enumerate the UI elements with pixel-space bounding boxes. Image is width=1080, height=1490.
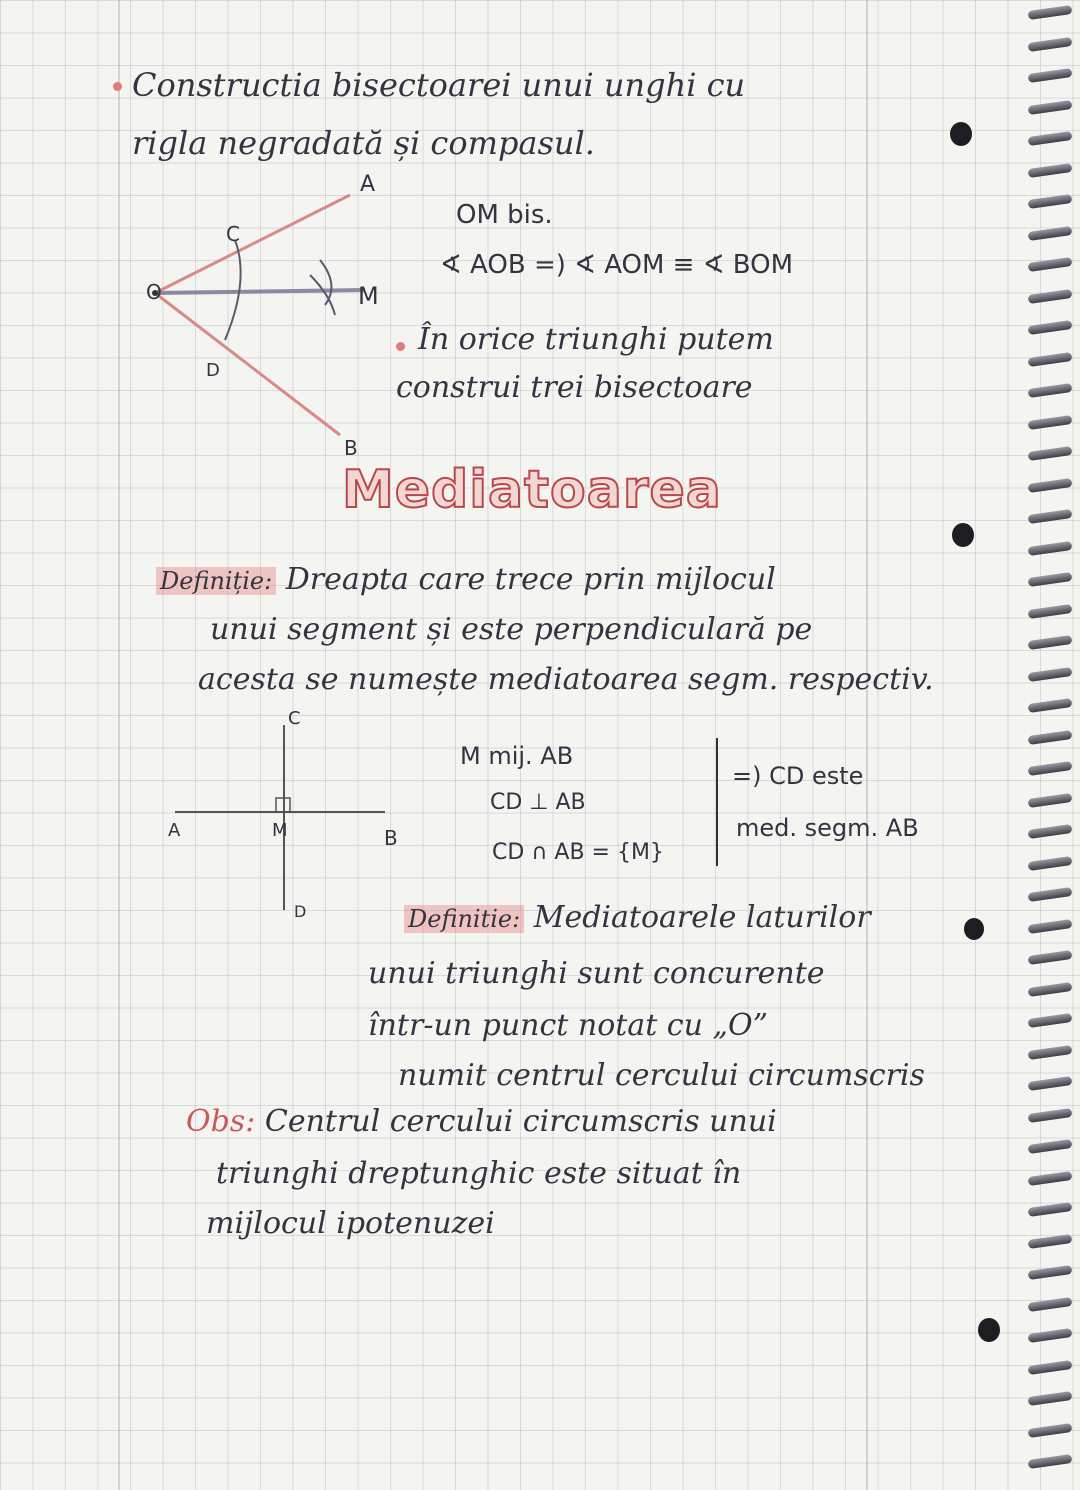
spiral-coil [1028, 1139, 1073, 1154]
spiral-coil [1028, 761, 1073, 776]
spiral-coil [1028, 540, 1073, 555]
spiral-coil [1028, 1422, 1073, 1437]
definition1-line2: unui segment și este perpendiculară pe [210, 612, 813, 647]
label-m2: M [272, 820, 288, 841]
definition1-line3: acesta se numește mediatoarea segm. respectiv. [198, 662, 934, 697]
spiral-coil [1028, 351, 1073, 366]
label-c2: C [288, 708, 301, 729]
definition1-label: Definiție: [156, 567, 276, 595]
spiral-coil [1028, 414, 1073, 429]
label-o: O [146, 280, 162, 304]
spiral-coil [1028, 698, 1073, 713]
spiral-binding [1024, 0, 1080, 1490]
spiral-coil [1028, 1202, 1073, 1217]
spiral-coil [1028, 887, 1073, 902]
spiral-coil [1028, 1076, 1073, 1091]
spiral-coil [1028, 1296, 1073, 1311]
spiral-coil [1028, 257, 1073, 272]
spiral-coil [1028, 1170, 1073, 1185]
definition2-line3: într-un punct notat cu „O” [368, 1008, 768, 1043]
spiral-coil [1028, 1013, 1073, 1028]
triangle-note-line1: În orice triunghi putem [418, 322, 774, 357]
punch-hole [950, 122, 972, 146]
spiral-coil [1028, 792, 1073, 807]
label-b: B [344, 436, 358, 460]
definition2-line2: unui triunghi sunt concurente [368, 956, 825, 991]
spiral-coil [1028, 383, 1073, 398]
definition2-line1: Mediatoarele laturilor [533, 900, 871, 935]
definition2-label: Definitie: [404, 905, 524, 933]
spiral-coil [1028, 1454, 1073, 1469]
spiral-coil [1028, 68, 1073, 83]
spiral-coil [1028, 5, 1073, 20]
spiral-coil [1028, 572, 1073, 587]
spiral-coil [1028, 1265, 1073, 1280]
condition-line1: M mij. AB [460, 742, 574, 770]
label-b2: B [384, 826, 398, 850]
spiral-coil [1028, 320, 1073, 335]
spiral-coil [1028, 635, 1073, 650]
definition2-line1-wrap [404, 900, 871, 935]
bisector-note-line2: ∢ AOB =) ∢ AOM ≡ ∢ BOM [440, 250, 794, 280]
condition-conclusion2: med. segm. AB [736, 814, 919, 842]
condition-line2: CD ⊥ AB [490, 790, 586, 815]
spiral-coil [1028, 1233, 1073, 1248]
spiral-coil [1028, 225, 1073, 240]
condition-conclusion1: =) CD este [732, 762, 864, 790]
section-heading-line2: rigla negradată și compasul. [132, 124, 595, 162]
section-heading-line1: Constructia bisectoarei unui unghi cu [132, 66, 746, 104]
spiral-coil [1028, 1359, 1073, 1374]
definition2-line4: numit centrul cercului circumscris [398, 1058, 925, 1093]
label-m: M [358, 282, 379, 310]
spiral-coil [1028, 1391, 1073, 1406]
spiral-coil [1028, 131, 1073, 146]
page-title: Mediatoarea [342, 460, 722, 520]
bisector-construction-figure [140, 165, 380, 465]
punch-hole [964, 918, 984, 940]
triangle-note-line2: construi trei bisectoare [396, 370, 753, 405]
observation-line3: mijlocul ipotenuzei [206, 1206, 495, 1241]
spiral-coil [1028, 824, 1073, 839]
observation-label: Obs: [186, 1104, 256, 1139]
right-margin-line [866, 0, 868, 1490]
definition1-line1: Dreapta care trece prin mijlocul [285, 562, 776, 597]
condition-divider [716, 738, 718, 866]
bullet [113, 82, 122, 91]
condition-line3: CD ∩ AB = {M} [492, 840, 664, 865]
punch-hole [952, 523, 974, 547]
spiral-coil [1028, 729, 1073, 744]
spiral-coil [1028, 1328, 1073, 1343]
spiral-coil [1028, 603, 1073, 618]
spiral-coil [1028, 288, 1073, 303]
spiral-coil [1028, 99, 1073, 114]
spiral-coil [1028, 509, 1073, 524]
spiral-coil [1028, 1107, 1073, 1122]
label-d2: D [294, 902, 307, 921]
spiral-coil [1028, 477, 1073, 492]
label-a: A [360, 172, 376, 197]
spiral-coil [1028, 1044, 1073, 1059]
spiral-coil [1028, 446, 1073, 461]
observation-line1: Centrul cercului circumscris unui [264, 1104, 777, 1139]
spiral-coil [1028, 855, 1073, 870]
spiral-coil [1028, 194, 1073, 209]
spiral-coil [1028, 918, 1073, 933]
punch-hole [978, 1318, 1000, 1342]
spiral-coil [1028, 162, 1073, 177]
bisector-note-line1: OM bis. [456, 200, 553, 230]
label-c: C [226, 222, 240, 246]
spiral-coil [1028, 666, 1073, 681]
bullet [396, 342, 405, 351]
observation-line2: triunghi dreptunghic este situat în [216, 1156, 742, 1191]
left-margin-line [118, 0, 120, 1490]
spiral-coil [1028, 981, 1073, 996]
label-a2: A [168, 820, 181, 841]
definition1-line1-wrap [156, 562, 776, 597]
label-d: D [206, 360, 220, 381]
spiral-coil [1028, 950, 1073, 965]
spiral-coil [1028, 36, 1073, 51]
observation-line1-wrap [186, 1104, 777, 1139]
